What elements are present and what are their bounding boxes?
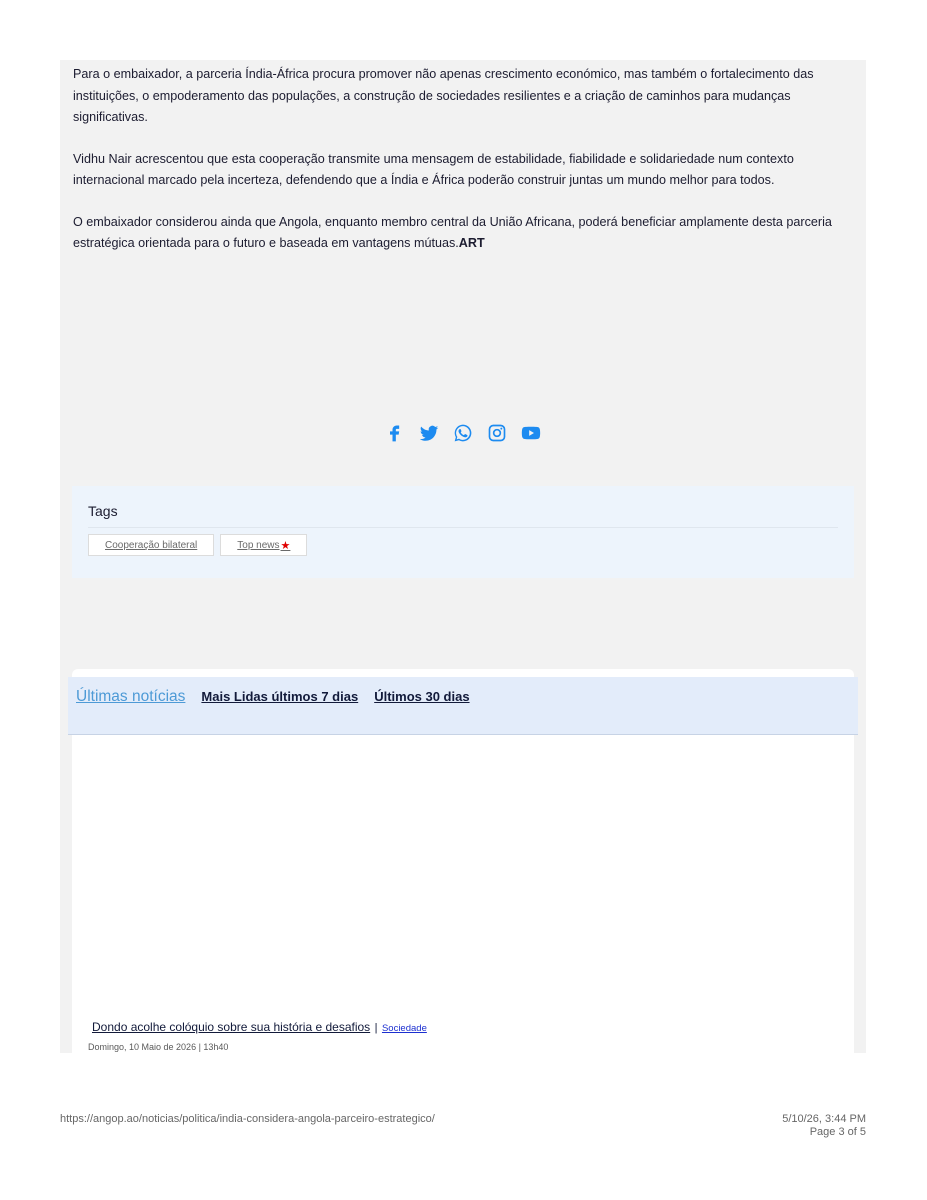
article-signature: ART: [458, 236, 485, 250]
tag-top-news[interactable]: [220, 534, 307, 556]
footer-datetime: 5/10/26, 3:44 PM: [782, 1113, 866, 1125]
whatsapp-icon[interactable]: [452, 422, 474, 444]
news-separator: |: [374, 1022, 378, 1034]
star-icon: ★: [280, 539, 291, 552]
twitter-icon[interactable]: [418, 422, 440, 444]
page-sheet: [60, 60, 866, 1053]
news-date: Domingo, 10 Maio de 2026 | 13h40: [88, 1042, 229, 1052]
footer-meta: [782, 1113, 866, 1139]
article-paragraph: [73, 212, 833, 255]
article-paragraph: Para o embaixador, a parceria Índia-África procura promover não apenas crescimento económico, mas também o fortalecimento das instituições, o empoderamento das populações, a construção de sociedades resilientes e a criação de caminhos para mudanças significativas.: [73, 67, 814, 124]
tab-ultimas-noticias[interactable]: Últimas notícias: [76, 688, 186, 705]
social-share-bar: [60, 422, 866, 444]
facebook-icon[interactable]: [384, 422, 406, 444]
tab-ultimos-30-dias[interactable]: Últimos 30 dias: [374, 689, 470, 704]
tags-title: Tags: [88, 503, 838, 528]
news-category-link[interactable]: Sociedade: [381, 1023, 427, 1034]
tag-cooperacao-bilateral[interactable]: [88, 534, 214, 556]
news-list-item: [88, 1018, 828, 1052]
footer-url: https://angop.ao/noticias/politica/india-considera-angola-parceiro-estrategico/: [60, 1113, 435, 1125]
news-title-link[interactable]: Dondo acolhe colóquio sobre sua história e desafios: [92, 1020, 371, 1034]
instagram-icon[interactable]: [486, 422, 508, 444]
news-tabs: [68, 677, 858, 735]
article-body: [73, 60, 833, 275]
tag-label: Cooperação bilateral: [105, 539, 198, 551]
tags-list: [88, 534, 838, 556]
tags-section: [72, 486, 854, 578]
footer-page-number: Page 3 of 5: [809, 1126, 866, 1138]
news-panel: [72, 669, 854, 1053]
tag-label: Top news: [237, 539, 280, 551]
youtube-icon[interactable]: [520, 422, 542, 444]
tab-mais-lidas-7-dias[interactable]: Mais Lidas últimos 7 dias: [201, 689, 359, 704]
article-paragraph-text: O embaixador considerou ainda que Angola, enquanto membro central da União Africana, poderá beneficiar amplamente desta parceria estratégica orientada para o futuro e baseada em vantagens mútuas.: [73, 214, 832, 250]
article-paragraph: Vidhu Nair acrescentou que esta cooperação transmite uma mensagem de estabilidade, fiabilidade e solidariedade num contexto internacional marcado pela incerteza, defendendo que a Índia e África poderão construir juntas um mundo melhor para todos.: [73, 151, 794, 187]
